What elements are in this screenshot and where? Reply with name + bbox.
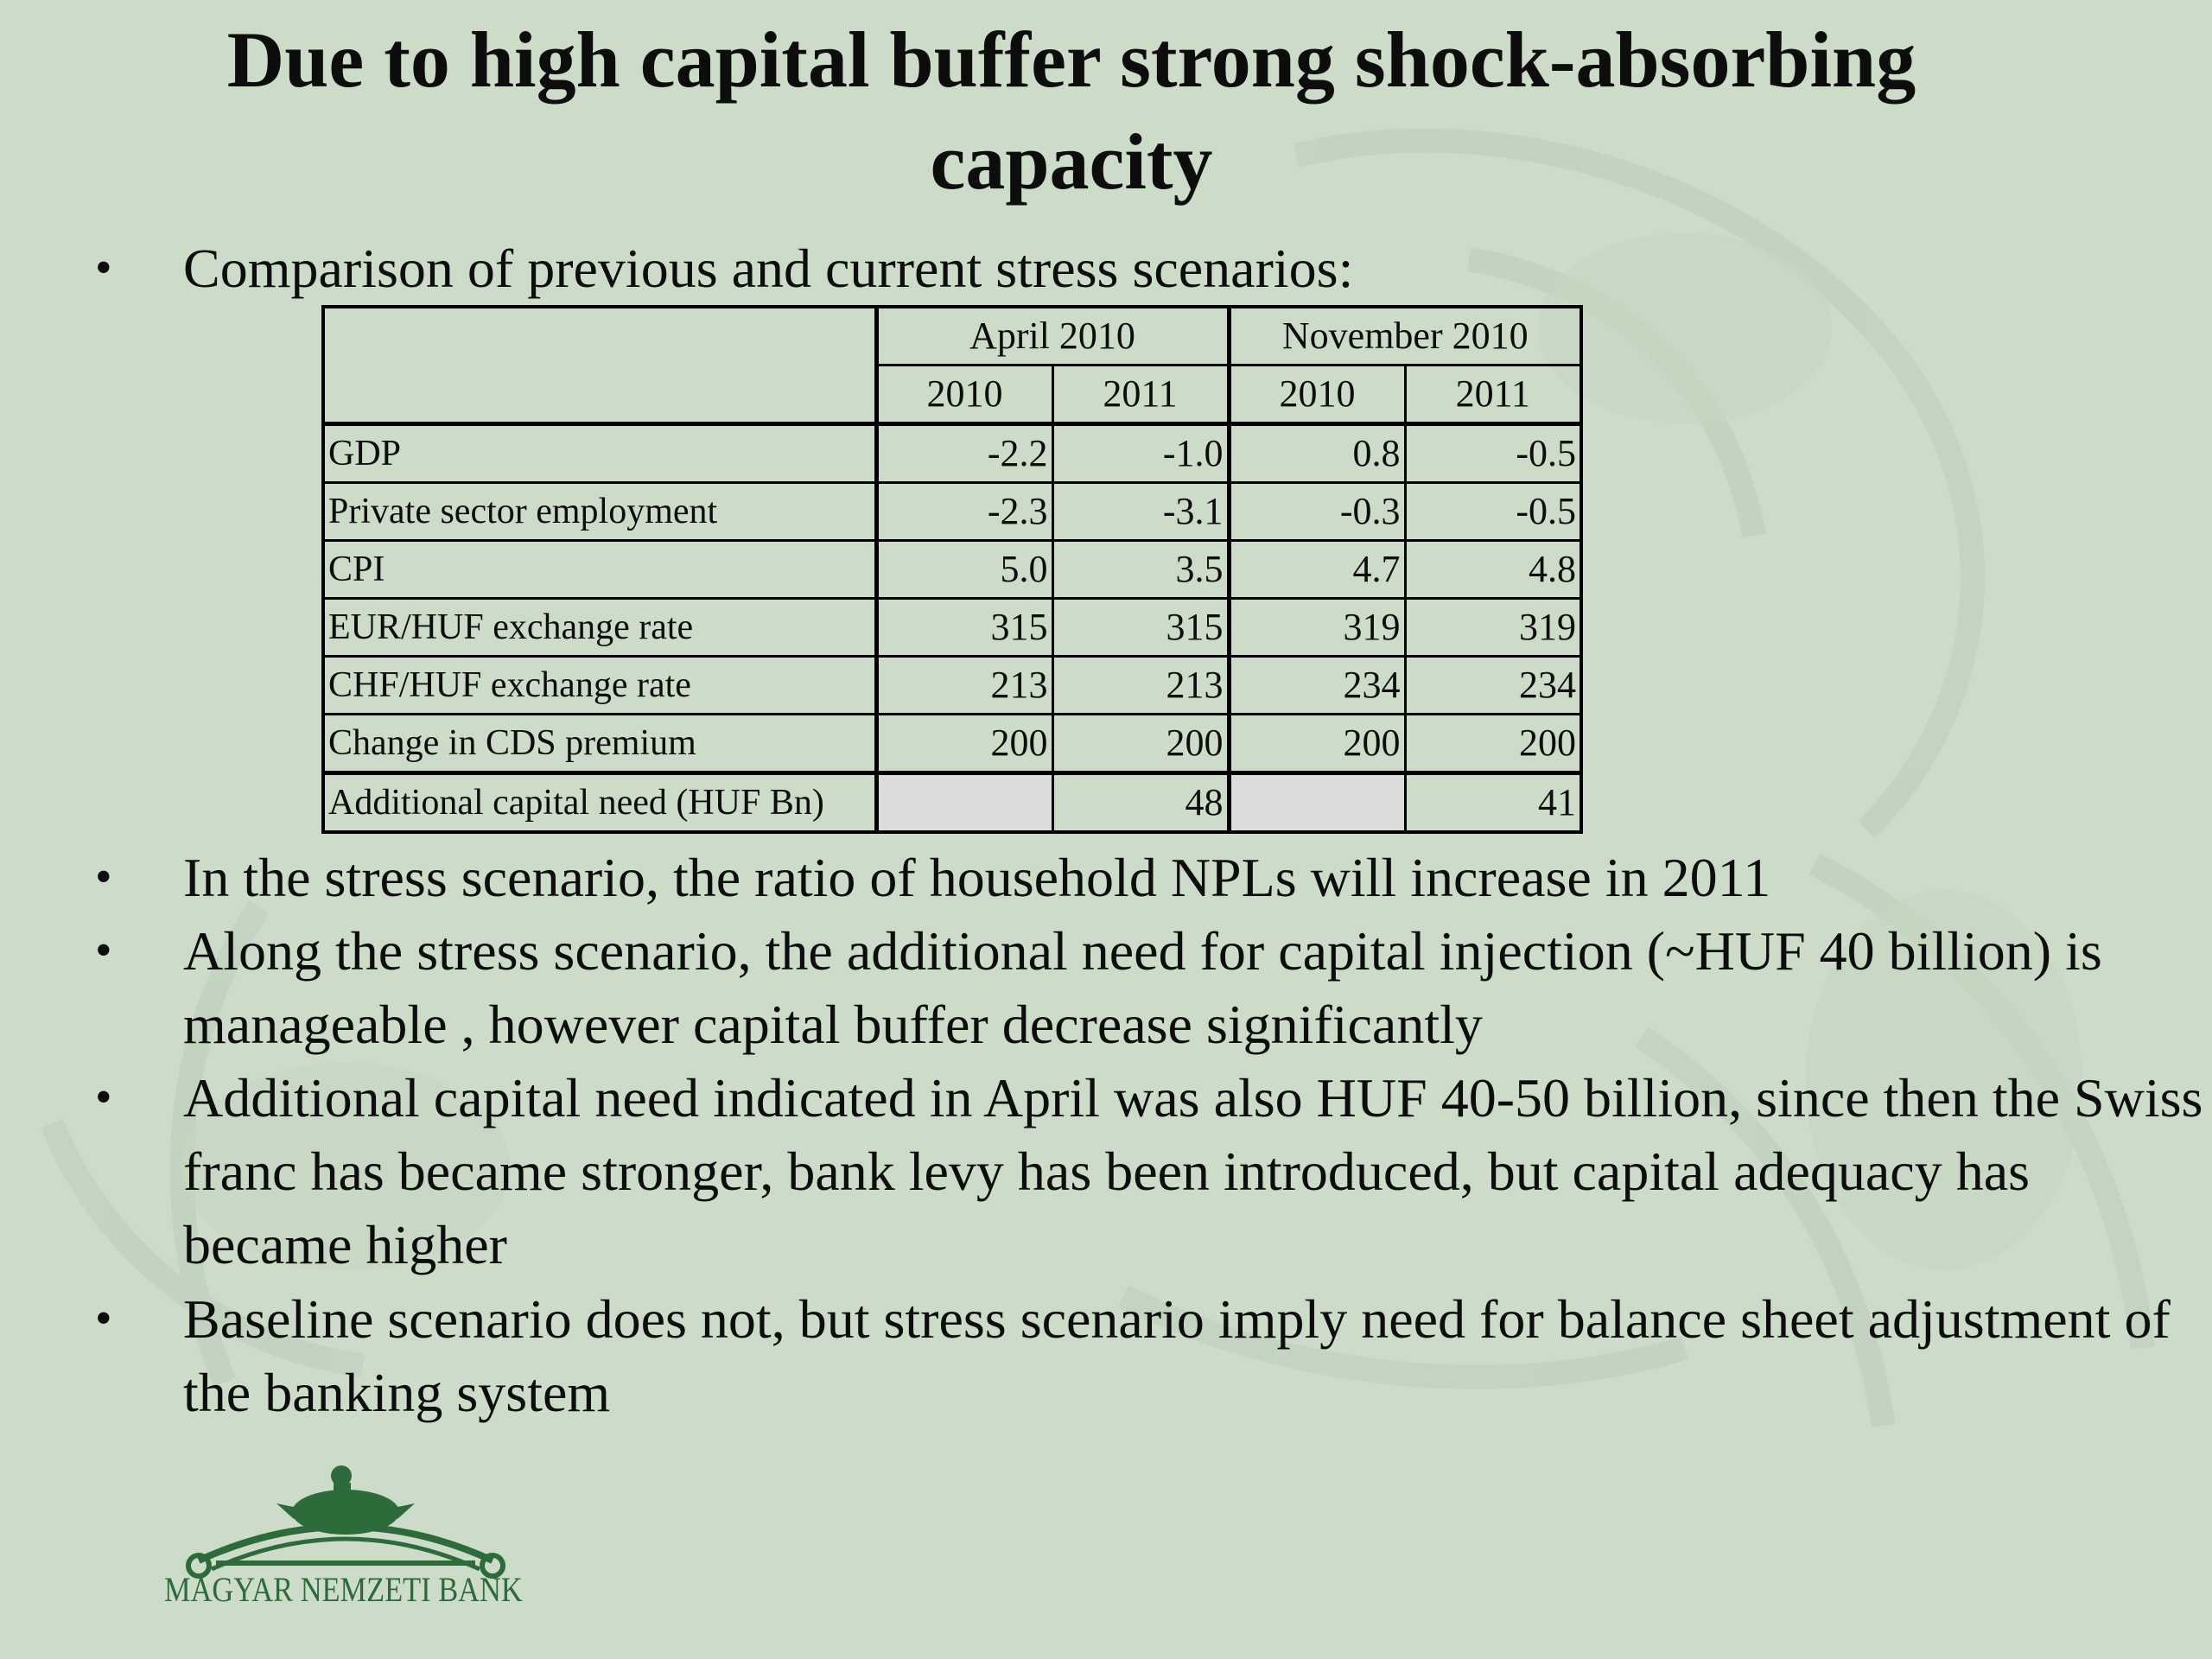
table-cell: 48	[1052, 773, 1229, 833]
row-label: CPI	[323, 541, 876, 599]
table-cell: 315	[1052, 599, 1229, 657]
bullet-dot: •	[95, 1071, 112, 1124]
bullet-dot: •	[95, 1292, 112, 1345]
table-cell: 315	[876, 599, 1052, 657]
row-label: Private sector employment	[323, 483, 876, 541]
row-label: Additional capital need (HUF Bn)	[323, 773, 876, 833]
table-year-header: 2011	[1405, 365, 1581, 424]
table-cell: 200	[1405, 715, 1581, 773]
table-group-header: April 2010	[876, 307, 1229, 365]
bullet-item	[95, 841, 2205, 914]
table-cell	[876, 773, 1052, 833]
stress-scenario-table	[321, 305, 1583, 834]
table-cell: 213	[1052, 657, 1229, 715]
table-year-header: 2010	[876, 365, 1052, 424]
table-row	[323, 657, 1581, 715]
bullet-intro	[95, 232, 2205, 305]
bullet-item	[95, 1282, 2205, 1429]
row-label: Change in CDS premium	[323, 715, 876, 773]
table-cell: -1.0	[1052, 424, 1229, 483]
bullet-dot: •	[95, 241, 112, 295]
table-cell: 200	[876, 715, 1052, 773]
row-label: CHF/HUF exchange rate	[323, 657, 876, 715]
table-cell: 200	[1052, 715, 1229, 773]
bullet-text: Comparison of previous and current stress scenarios:	[183, 238, 1354, 299]
slide-title: Due to high capital buffer strong shock-absorbing capacity	[226, 16, 1916, 206]
bullet-text: Along the stress scenario, the additional need for capital injection (~HUF 40 billion) is manageable , however capital buffer decrease significantly	[183, 920, 2102, 1055]
bullet-item	[95, 914, 2205, 1061]
table-cell: -0.3	[1229, 483, 1405, 541]
table-corner-cell	[323, 307, 876, 424]
bullet-item	[95, 1061, 2205, 1281]
table-cell: -2.3	[876, 483, 1052, 541]
table-row	[323, 541, 1581, 599]
table-row	[323, 424, 1581, 483]
bullet-text: Baseline scenario does not, but stress scenario imply need for balance sheet adjustment of the banking system	[183, 1288, 2171, 1423]
table-group-header: November 2010	[1229, 307, 1581, 365]
bank-logo-text: MAGYAR NEMZETI BANK	[164, 1570, 523, 1609]
table-cell: -0.5	[1405, 483, 1581, 541]
table-cell: 200	[1229, 715, 1405, 773]
table-row	[323, 715, 1581, 773]
table-cell: 3.5	[1052, 541, 1229, 599]
table-cell: 5.0	[876, 541, 1052, 599]
table-cell: 4.8	[1405, 541, 1581, 599]
bullet-text: Additional capital need indicated in April was also HUF 40-50 billion, since then the Swiss franc has became stronger, bank levy has been introduced, but capital adequacy has became higher	[183, 1067, 2203, 1275]
table-row	[323, 773, 1581, 833]
table-row	[323, 483, 1581, 541]
row-label: GDP	[323, 424, 876, 483]
table-cell	[1229, 773, 1405, 833]
bullet-dot: •	[95, 924, 112, 977]
table-cell: -3.1	[1052, 483, 1229, 541]
table-year-header: 2011	[1052, 365, 1229, 424]
table-cell: 213	[876, 657, 1052, 715]
table-cell: 234	[1405, 657, 1581, 715]
bullet-text: In the stress scenario, the ratio of household NPLs will increase in 2011	[183, 847, 1771, 908]
table-cell: 41	[1405, 773, 1581, 833]
table-cell: 234	[1229, 657, 1405, 715]
table-row	[323, 599, 1581, 657]
row-label: EUR/HUF exchange rate	[323, 599, 876, 657]
table-cell: 0.8	[1229, 424, 1405, 483]
table-cell: 319	[1229, 599, 1405, 657]
table-year-header: 2010	[1229, 365, 1405, 424]
table-cell: -2.2	[876, 424, 1052, 483]
bullet-dot: •	[95, 850, 112, 904]
table-cell: 4.7	[1229, 541, 1405, 599]
table-cell: 319	[1405, 599, 1581, 657]
table-cell: -0.5	[1405, 424, 1581, 483]
